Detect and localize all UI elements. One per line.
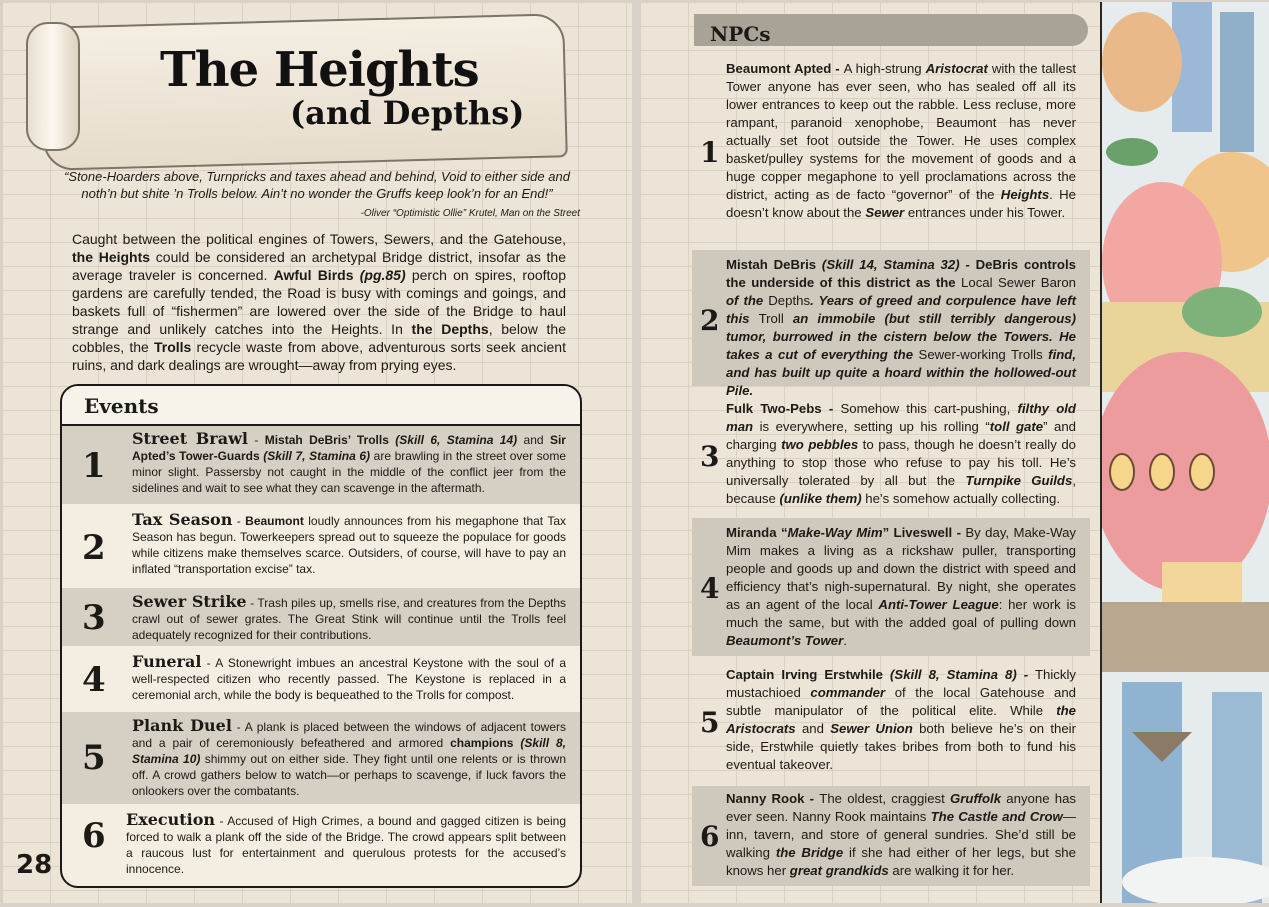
npc-text: Fulk Two-Pebs - Somehow this cart-pushing, filthy old man is everywhere, setting up his rolling “toll gate” and charging two pebbles to pass, though he doesn’t really do anything to stop those who refuse to pay his toll. He’s universally tolerated by all but the Turnpike Guilds, because (unlike them) he’s somehow actually collecting.	[726, 401, 1076, 506]
event-number: 4	[82, 660, 106, 700]
event-text: Street Brawl - Mistah DeBris’ Trolls (Skill 6, Stamina 14) and Sir Apted’s Tower-Guards (Skill 7, Stamina 6) are brawling in the street over some minor slight. Passersby not caught in the middle of the conflict jeer from the sidelines and wait to see what they can scavenge in the aftermath.	[132, 429, 567, 495]
npc-entry	[692, 518, 1090, 656]
scroll-roll	[26, 22, 80, 151]
event-row	[62, 588, 580, 646]
event-row	[62, 646, 580, 712]
npc-text: Captain Irving Erstwhile (Skill 8, Stamina 8) - Thickly mustachioed commander of the local Gatehouse and subtle manipulator of the political elite. While the Aristocrats and Sewer Union both believe he’s on their side, Erstwhile quietly takes bribes from both to fund his eventual takeover.	[726, 667, 1077, 772]
npc-text: Nanny Rook - The oldest, craggiest Gruffolk anyone has ever seen. Nanny Rook maintains The Castle and Crow—inn, tavern, and store of general sundries. She’d still be walking the Bridge if she had either of her legs, but she knows her great grandkids are walking it for her.	[726, 791, 1077, 878]
npc-entry	[692, 250, 1090, 398]
event-text: Funeral - A Stonewright imbues an ancestral Keystone with the soul of a well-respected citizen who recently passed. The Keystone is replaced in a ceremonial arch, while the body is bequeathed to the Trolls for compost.	[132, 652, 566, 702]
events-table	[60, 384, 582, 888]
npc-number: 1	[700, 136, 720, 169]
right-page	[640, 2, 1100, 903]
epigraph-attribution: -Oliver “Optimistic Ollie” Krutel, Man on the Street	[360, 208, 580, 219]
page-subtitle: (and Depths)	[290, 94, 525, 132]
npc-entry	[692, 786, 1090, 886]
npc-number: 4	[700, 572, 720, 605]
event-text: Plank Duel - A plank is placed between the windows of adjacent towers and a pair of ceremoniously befeathered and armored champions (Skill 8, Stamina 10) shimmy out on either side. They fight until one relents or is thrown off. A crowd gathers below to watch—or perhaps to scavenge, if luck favors the onlookers over the combatants.	[132, 716, 567, 798]
npcs-title: NPCs	[710, 22, 771, 46]
event-row	[62, 504, 580, 588]
event-number: 1	[82, 446, 106, 486]
event-row	[62, 712, 580, 804]
npc-number: 6	[700, 820, 720, 853]
event-number: 6	[82, 816, 106, 856]
event-row	[62, 804, 580, 886]
event-number: 3	[82, 598, 106, 638]
left-page	[2, 2, 632, 903]
intro-paragraph: Caught between the political engines of Towers, Sewers, and the Gatehouse, the Heights could be considered an archetypal Bridge district, insofar as the average traveler is concerned. Awful Birds (pg.85) perch on spires, rooftop gardens are carefully tended, the Road is busy with comings and goings, and baskets full of “fishermen” are lowered over the side of the Bridge to haul strange and unlikely catches into the Heights. In the Depths, below the cobbles, the Trolls recycle waste from above, adventurous sorts seek ancient ruins, and dark dealings are wrought—away from prying eyes.	[72, 231, 566, 373]
event-text: Tax Season - Beaumont loudly announces from his megaphone that Tax Season has begun. Towerkeepers spread out to squeeze the populace for goods while citizens make themselves scarce. Outsiders, of course, will have to pay an inflated “transportation excise” tax.	[132, 510, 566, 576]
npc-number: 2	[700, 304, 720, 337]
event-text: Sewer Strike - Trash piles up, smells rise, and creatures from the Depths crawl out of sewer grates. The Great Stink will continue until the Trolls feel adequately recognized for their contributions.	[132, 592, 567, 642]
npc-entry	[692, 662, 1090, 780]
page-title: The Heights	[160, 42, 479, 98]
npc-text: Miranda “Make-Way Mim” Liveswell - By day, Make-Way Mim makes a living as a rickshaw puller, transporting people and goods up and down the district with speed and efficiency that’s nigh-supernatural. By night, she operates as an agent of the local Anti-Tower League: her work is much the same, but with the added goal of pulling down Beaumont’s Tower.	[726, 525, 1077, 648]
event-text: Execution - Accused of High Crimes, a bound and gagged citizen is being forced to walk a plank off the side of the Bridge. The crowd appears split between a raucous lust for entertainment and querulous protests for the accused’s innocence.	[126, 810, 566, 876]
page-number: 28	[16, 850, 53, 880]
npc-number: 5	[700, 706, 720, 739]
npc-entry	[692, 58, 1090, 244]
npc-entry	[692, 394, 1090, 512]
npc-text: Mistah DeBris (Skill 14, Stamina 32) - DeBris controls the underside of this district as the Local Sewer Baron of the Depths. Years of greed and corpulence have left this Troll an immobile (but still terribly dangerous) tumor, burrowed in the cistern below the Towers. He takes a cut of everything the Sewer-working Trolls find, and has built up quite a hoard within the hollowed-out Pile.	[726, 257, 1077, 398]
npc-number: 3	[700, 440, 720, 473]
event-number: 2	[82, 528, 106, 568]
tower-illustration	[1100, 2, 1269, 903]
event-number: 5	[82, 738, 106, 778]
events-title: Events	[84, 394, 159, 418]
npc-text: Beaumont Apted - A high-strung Aristocrat with the tallest Tower anyone has ever seen, who has sealed off all its lower entrances to keep out the rabble. Less recluse, more rampant, paranoid xenophobe, Beaumont has never actually set foot outside the Tower. He uses complex basket/pulley systems for the movement of goods and a huge copper megaphone to yell proclamations across the district, acting as de facto “governor” of the Heights. He doesn’t know about the Sewer entrances under his Tower.	[726, 61, 1077, 220]
tower-illustration-svg	[1102, 2, 1269, 903]
event-row	[62, 426, 580, 504]
epigraph-quote: “Stone-Hoarders above, Turnpricks and taxes ahead and behind, Void to either side and noth’n but shite ’n Trolls below. Ain’t no wonder the Gruffs keep look’n for an End!”	[64, 169, 570, 201]
